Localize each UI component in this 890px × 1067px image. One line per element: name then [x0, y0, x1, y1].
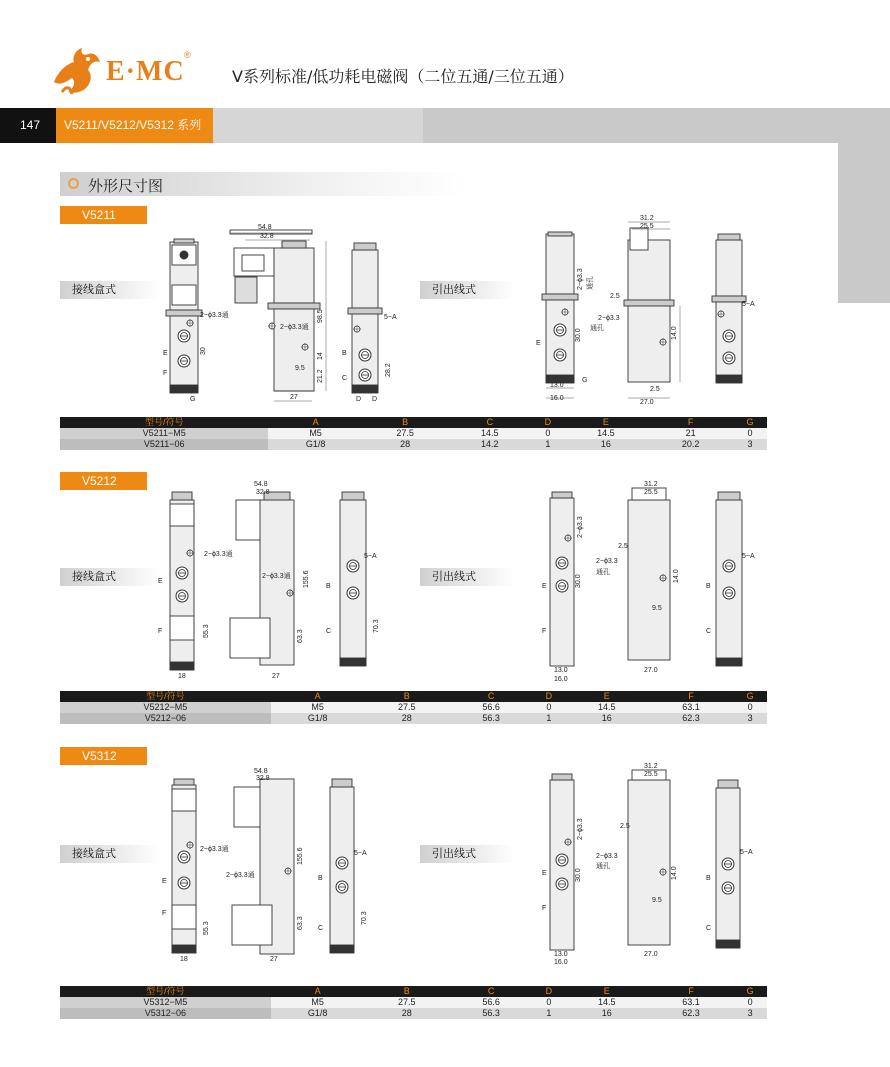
dim-2-5: 2.5 [610, 293, 620, 300]
hole-note-12: 2−ϕ3.3 [596, 853, 618, 860]
hole-note-8: 2−ϕ3.3 [596, 558, 618, 565]
table-header: 型号/符号 [60, 417, 268, 428]
dim-14-0-c: 14.0 [671, 866, 678, 880]
dim-30-0: 30.0 [575, 328, 582, 342]
model-tag-v5211: V5211 [60, 206, 147, 224]
label-b5: B [318, 875, 323, 882]
dim-13-0-c: 13.0 [554, 951, 568, 958]
table-header: B [363, 417, 448, 428]
dim-70-3: 70.3 [373, 619, 380, 633]
dim-70-3-b: 70.3 [361, 911, 368, 925]
table-cell: 56.3 [449, 713, 533, 724]
dim-32-8: 32.8 [260, 233, 274, 240]
table-header: B [365, 986, 449, 997]
hole-note-11: 2−ϕ3.3 [577, 818, 584, 840]
hole-note-4b: 通孔 [590, 325, 604, 332]
label-c3: C [326, 628, 332, 635]
table-cell: 1 [533, 1008, 564, 1019]
label-junction-box-v5212: 接线盒式 [60, 568, 160, 586]
table-cell: 56.3 [449, 1008, 533, 1019]
table-header: F [649, 691, 733, 702]
label-b: B [342, 350, 347, 357]
dim-30-0-c: 30.0 [575, 868, 582, 882]
table-cell: M5 [271, 997, 365, 1008]
dim-32-8-c: 32.8 [256, 775, 270, 782]
dim-13-0-b: 13.0 [554, 667, 568, 674]
table-row [60, 1008, 767, 1019]
table-cell: V5312−M5 [60, 997, 271, 1008]
table-cell: 27.5 [363, 428, 448, 439]
page-number: 147 [0, 108, 56, 143]
label-g: G [190, 396, 196, 403]
dim-27-0: 27.0 [640, 399, 654, 406]
table-cell: 62.3 [649, 713, 733, 724]
table-cell: 14.5 [564, 428, 649, 439]
spec-table-v5211 [60, 417, 767, 450]
table-header: B [365, 691, 449, 702]
dim-14: 14 [317, 352, 324, 360]
table-header: E [565, 691, 649, 702]
label-e5: E [162, 878, 167, 885]
series-label: V5211/V5212/V5312 系列 [56, 108, 213, 143]
label-junction-box-v5312: 接线盒式 [60, 845, 160, 863]
dim-32-8-b: 32.8 [256, 489, 270, 496]
dim-55-3-b: 55.3 [203, 921, 210, 935]
label-e: E [163, 350, 168, 357]
table-header: C [449, 691, 533, 702]
dim-63-3-b: 63.3 [297, 916, 304, 930]
label-lead-wire-v5211: 引出线式 [420, 281, 515, 299]
dim-16-0-b: 16.0 [554, 676, 568, 683]
table-cell: M5 [271, 702, 365, 713]
table-cell: 14.5 [565, 702, 649, 713]
table-cell: 0 [533, 702, 564, 713]
table-cell: 3 [733, 1008, 767, 1019]
port-5a: 5−A [384, 314, 397, 321]
table-header: A [271, 691, 365, 702]
hole-note-3: 2−ϕ3.3 [577, 268, 584, 290]
label-f: F [163, 370, 168, 377]
table-header: 型号/符号 [60, 691, 271, 702]
dim-21-2: 21.2 [317, 369, 324, 383]
header-band-shade [213, 108, 423, 143]
label-e6: E [542, 870, 547, 877]
table-cell: V5212−M5 [60, 702, 271, 713]
dim-54-8-b: 54.8 [254, 481, 268, 488]
dim-30-0-b: 30.0 [575, 574, 582, 588]
table-cell: V5211−06 [60, 439, 268, 450]
dim-18-b: 18 [180, 956, 188, 963]
table-cell: 16 [565, 713, 649, 724]
hole-note-2: 2−ϕ3.3通 [280, 324, 309, 331]
bullet-circle-icon [68, 178, 79, 189]
table-cell: 0 [533, 997, 564, 1008]
table-header: G [733, 986, 767, 997]
side-tab [838, 143, 890, 303]
dim-54-8: 54.8 [258, 224, 272, 231]
label-c4: C [706, 628, 712, 635]
dim-14-0-b: 14.0 [673, 569, 680, 583]
dim-155-6: 155.6 [303, 570, 310, 588]
table-header: D [532, 417, 563, 428]
table-cell: 27.5 [365, 702, 449, 713]
table-cell: 14.5 [565, 997, 649, 1008]
drawing-v5312-junction-box [150, 765, 390, 965]
table-cell: 62.3 [649, 1008, 733, 1019]
table-cell: V5212−06 [60, 713, 271, 724]
dim-31-2-c: 31.2 [644, 763, 658, 770]
dim-16-0: 16.0 [550, 395, 564, 402]
table-header: G [733, 691, 767, 702]
model-tag-v5212: V5212 [60, 472, 147, 490]
hole-note-10: 2−ϕ3.3通 [226, 872, 255, 879]
table-header: 型号/符号 [60, 986, 271, 997]
label-b6: B [706, 875, 711, 882]
table-header: C [447, 417, 532, 428]
table-header-row [60, 986, 767, 997]
table-cell: 16 [564, 439, 649, 450]
dim-27c: 27 [270, 956, 278, 963]
label-lead-wire-v5312: 引出线式 [420, 845, 515, 863]
table-header: F [649, 986, 733, 997]
table-cell: 63.1 [649, 997, 733, 1008]
port-5a-5: 5−A [354, 850, 367, 857]
dim-27b: 27 [272, 673, 280, 680]
table-cell: G1/8 [271, 1008, 365, 1019]
model-tag-v5312: V5312 [60, 747, 147, 765]
section-title: 外形尺寸图 [88, 177, 164, 195]
page-title: V系列标准/低功耗电磁阀（二位五通/三位五通） [232, 67, 574, 86]
label-c6: C [706, 925, 712, 932]
dim-16-0-c: 16.0 [554, 959, 568, 965]
table-header: A [268, 417, 362, 428]
hole-note-3b: 通孔 [587, 276, 594, 290]
table-cell: 20.2 [648, 439, 733, 450]
emc-logo-icon [48, 42, 106, 98]
hole-note-4: 2−ϕ3.3 [598, 315, 620, 322]
spec-table-v5312 [60, 986, 767, 1019]
table-cell: 1 [532, 439, 563, 450]
table-cell: 3 [733, 713, 767, 724]
dim-27-0-c: 27.0 [644, 951, 658, 958]
table-cell: 14.2 [447, 439, 532, 450]
table-header: E [564, 417, 649, 428]
label-e2: E [536, 340, 541, 347]
label-f3: F [158, 628, 163, 635]
table-cell: M5 [268, 428, 362, 439]
drawing-v5212-junction-box [150, 478, 390, 683]
drawing-v5312-lead-wire [520, 760, 760, 965]
table-cell: 14.5 [447, 428, 532, 439]
table-cell: 0 [532, 428, 563, 439]
table-row [60, 713, 767, 724]
table-header-row [60, 691, 767, 702]
table-cell: 0 [733, 702, 767, 713]
label-f4: F [542, 628, 547, 635]
table-row [60, 702, 767, 713]
label-g2: G [582, 377, 588, 384]
hole-note-7: 2−ϕ3.3 [577, 516, 584, 538]
dim-63-3: 63.3 [297, 629, 304, 643]
logo-wordmark: E·MC [106, 56, 185, 87]
table-cell: 0 [733, 428, 767, 439]
dim-31-2-b: 31.2 [644, 481, 658, 488]
table-cell: 63.1 [649, 702, 733, 713]
dim-30: 30 [200, 347, 207, 355]
table-header: D [533, 691, 564, 702]
table-header: G [733, 417, 767, 428]
label-e3: E [158, 578, 163, 585]
table-cell: 1 [533, 713, 564, 724]
table-cell: 16 [565, 1008, 649, 1019]
port-5a-4: 5−A [742, 553, 755, 560]
label-f6: F [542, 905, 547, 912]
dim-55-3: 55.3 [203, 624, 210, 638]
logo-registered-mark: ® [184, 50, 191, 60]
dim-18: 18 [178, 673, 186, 680]
table-header-row [60, 417, 767, 428]
label-c5: C [318, 925, 324, 932]
table-cell: G1/8 [268, 439, 362, 450]
label-e4: E [542, 583, 547, 590]
drawing-v5211-junction-box [150, 215, 410, 410]
label-b3: B [326, 583, 331, 590]
hole-note-1: 2−ϕ3.3通 [200, 312, 229, 319]
table-cell: 27.5 [365, 997, 449, 1008]
dim-155-6-b: 155.6 [297, 847, 304, 865]
table-cell: V5312−06 [60, 1008, 271, 1019]
dim-25-5-c: 25.5 [644, 771, 658, 778]
dim-2-5-c: 2.5 [620, 823, 630, 830]
table-header: A [271, 986, 365, 997]
table-cell: 3 [733, 439, 767, 450]
dim-13-0: 13.0 [550, 382, 564, 389]
hole-note-9: 2−ϕ3.3通 [200, 846, 229, 853]
table-row [60, 997, 767, 1008]
dim-28-2: 28.2 [385, 363, 392, 377]
dim-98-5: 98.5 [317, 309, 324, 323]
port-5a-3: 5−A [364, 553, 377, 560]
dim-14-0: 14.0 [671, 326, 678, 340]
table-header: F [648, 417, 733, 428]
table-header: E [565, 986, 649, 997]
table-cell: 21 [648, 428, 733, 439]
drawing-v5211-lead-wire [520, 210, 760, 410]
dim-27: 27 [290, 394, 298, 401]
hole-note-6: 2−ϕ3.3通 [262, 573, 291, 580]
dim-9-5b: 2.5 [650, 386, 660, 393]
table-cell: 56.6 [449, 997, 533, 1008]
dim-9-5: 9.5 [295, 365, 305, 372]
dim-25-5: 25.5 [640, 223, 654, 230]
label-lead-wire-v5212: 引出线式 [420, 568, 515, 586]
dim-9-5-d: 9.5 [652, 897, 662, 904]
table-cell: 28 [365, 1008, 449, 1019]
hole-note-12b: 通孔 [596, 863, 610, 870]
dim-9-5-c: 9.5 [652, 605, 662, 612]
label-c: C [342, 375, 348, 382]
table-cell: 56.6 [449, 702, 533, 713]
table-row [60, 439, 767, 450]
table-header: C [449, 986, 533, 997]
table-cell: V5211−M5 [60, 428, 268, 439]
label-junction-box-v5211: 接线盒式 [60, 281, 160, 299]
drawing-v5212-lead-wire [520, 478, 760, 683]
table-cell: G1/8 [271, 713, 365, 724]
dim-31-2: 31.2 [640, 215, 654, 222]
dim-2-5-b: 2.5 [618, 543, 628, 550]
table-cell: 0 [733, 997, 767, 1008]
hole-note-8b: 通孔 [596, 569, 610, 576]
dim-27-0-b: 27.0 [644, 667, 658, 674]
table-header: D [533, 986, 564, 997]
table-cell: 28 [363, 439, 448, 450]
port-5a-2: 5−A [742, 301, 755, 308]
dim-25-5-b: 25.5 [644, 489, 658, 496]
label-d: D [356, 396, 362, 403]
hole-note-5: 2−ϕ3.3通 [204, 551, 233, 558]
table-row [60, 428, 767, 439]
port-5a-6: 5−A [740, 849, 753, 856]
label-f5: F [162, 910, 167, 917]
table-cell: 28 [365, 713, 449, 724]
label-b4: B [706, 583, 711, 590]
label-d2: D [372, 396, 378, 403]
spec-table-v5212 [60, 691, 767, 724]
dim-54-8-c: 54.8 [254, 768, 268, 775]
